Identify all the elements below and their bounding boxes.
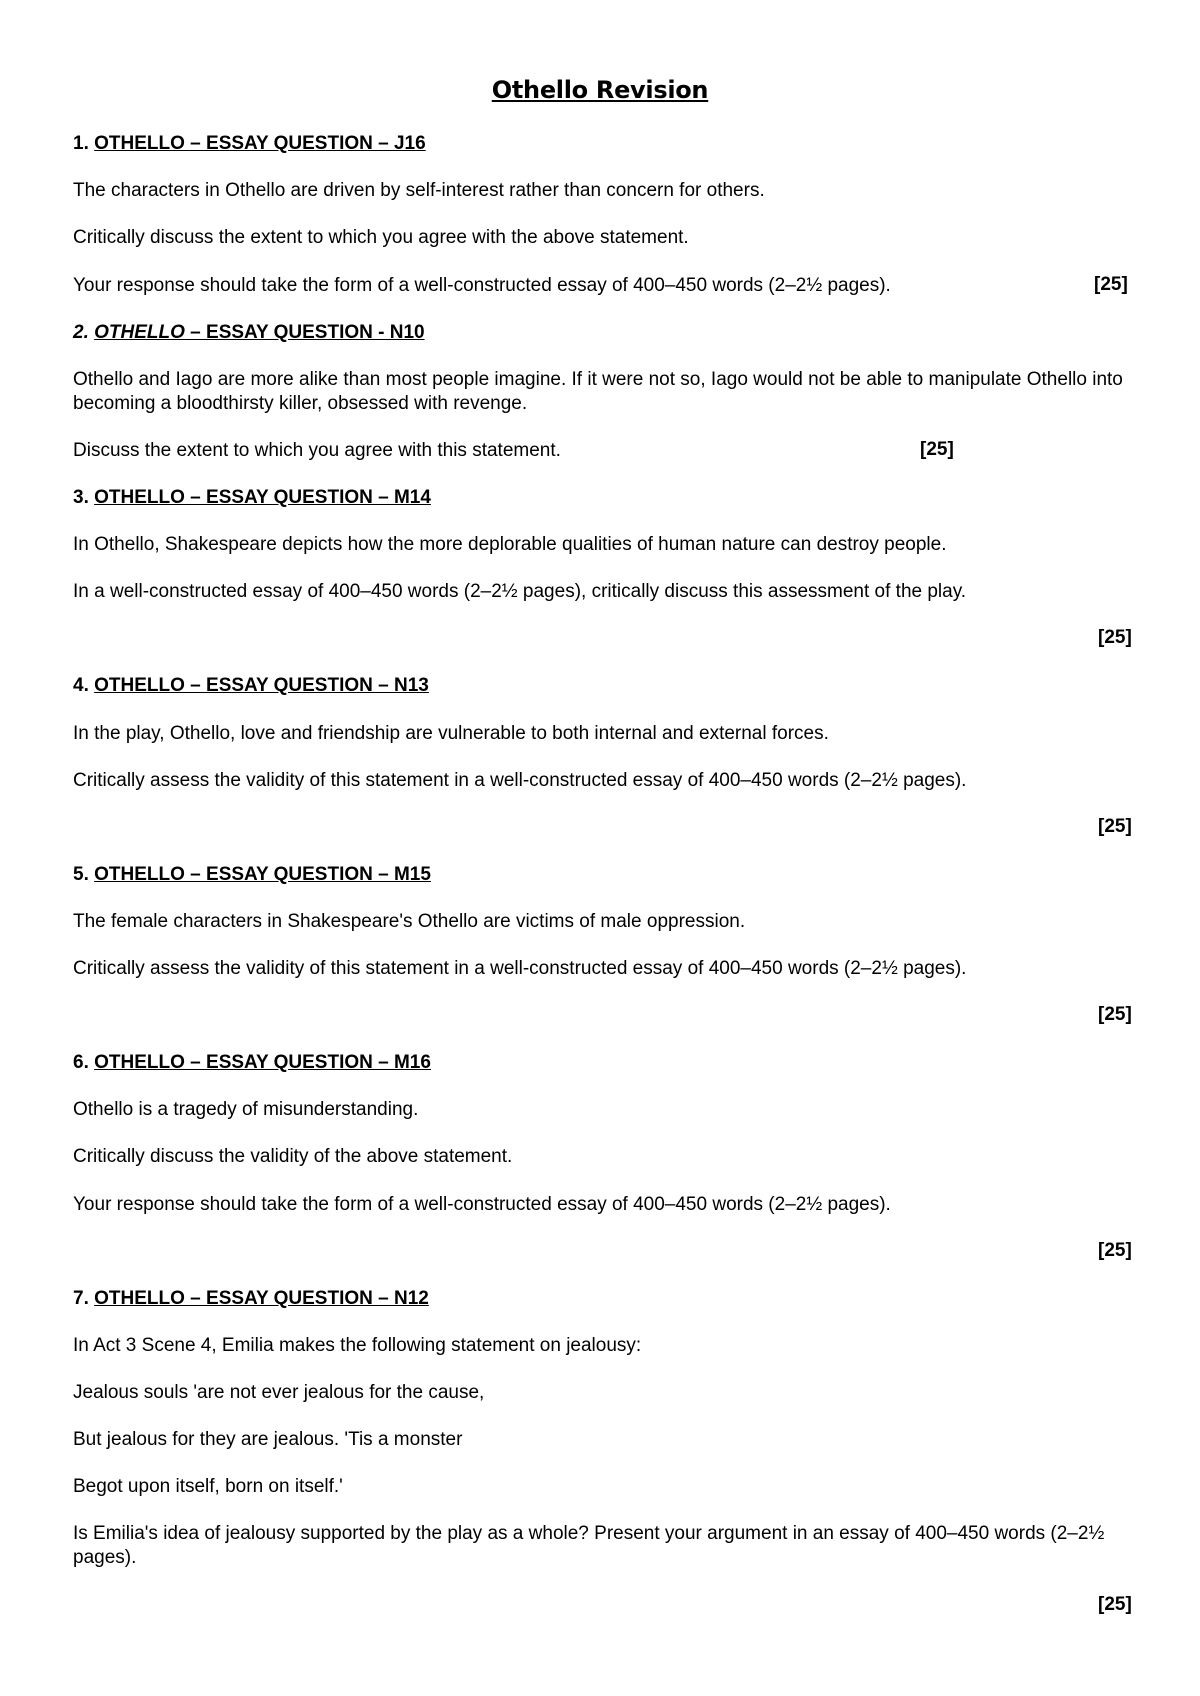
q2-heading [73, 321, 425, 345]
q5-paragraph-1: The female characters in Shakespeare's Othello are victims of male oppression. [73, 911, 746, 932]
q2-heading-rest: – ESSAY QUESTION - N10 [184, 322, 425, 343]
q4-number: 4. [73, 675, 95, 696]
q2-paragraph-2: Discuss the extent to which you agree with this statement. [73, 440, 561, 461]
q7-quote-line-2: But jealous for they are jealous. 'Tis a monster [73, 1429, 463, 1450]
q5-mark: [25] [1098, 1004, 1132, 1025]
q1-paragraph-3: Your response should take the form of a well-constructed essay of 400–450 words (2–2½ pages). [73, 275, 891, 296]
q7-number: 7. [73, 1288, 95, 1309]
q1-heading [73, 132, 426, 156]
q4-paragraph-1: In the play, Othello, love and friendship are vulnerable to both internal and external forces. [73, 723, 829, 744]
q1-heading-text: OTHELLO – ESSAY QUESTION – J16 [94, 133, 426, 154]
q4-mark: [25] [1098, 816, 1132, 837]
q1-paragraph-1: The characters in Othello are driven by self-interest rather than concern for others. [73, 180, 765, 201]
q7-quote-line-3: Begot upon itself, born on itself.' [73, 1476, 343, 1497]
q6-paragraph-3: Your response should take the form of a well-constructed essay of 400–450 words (2–2½ pages). [73, 1194, 891, 1215]
q2-number: 2. [73, 322, 95, 343]
q7-paragraph-2: Is Emilia's idea of jealousy supported by the play as a whole? Present your argument in an essay of 400–450 words (2–2½ pages). [73, 1523, 1105, 1568]
q6-heading-text: OTHELLO – ESSAY QUESTION – M16 [94, 1052, 431, 1073]
q6-heading [73, 1051, 431, 1075]
q1-paragraph-2: Critically discuss the extent to which you agree with the above statement. [73, 227, 689, 248]
q7-heading [73, 1287, 429, 1311]
q5-heading-text: OTHELLO – ESSAY QUESTION – M15 [94, 864, 431, 885]
q4-heading [73, 674, 429, 698]
q1-number: 1. [73, 133, 95, 154]
q2-mark: [25] [920, 439, 954, 460]
q5-paragraph-2: Critically assess the validity of this statement in a well-constructed essay of 400–450 words (2–2½ pages). [73, 958, 967, 979]
q7-quote-line-1: Jealous souls 'are not ever jealous for the cause, [73, 1382, 485, 1403]
q6-paragraph-1: Othello is a tragedy of misunderstanding. [73, 1099, 419, 1120]
q3-paragraph-2: In a well-constructed essay of 400–450 words (2–2½ pages), critically discuss this assessment of the play. [73, 581, 967, 602]
q7-heading-text: OTHELLO – ESSAY QUESTION – N12 [94, 1288, 429, 1309]
q7-mark: [25] [1098, 1594, 1132, 1615]
q1-mark: [25] [1094, 274, 1128, 295]
q7-paragraph-1: In Act 3 Scene 4, Emilia makes the following statement on jealousy: [73, 1335, 642, 1356]
q2-paragraph-1: Othello and Iago are more alike than most people imagine. If it were not so, Iago would not be able to manipulate Othello into becoming a bloodthirsty killer, obsessed with revenge. [73, 369, 1123, 414]
q5-number: 5. [73, 864, 95, 885]
document-title: Othello Revision [491, 76, 709, 104]
q6-paragraph-2: Critically discuss the validity of the above statement. [73, 1146, 513, 1167]
q3-heading [73, 486, 431, 510]
q5-heading [73, 863, 431, 887]
q4-paragraph-2: Critically assess the validity of this statement in a well-constructed essay of 400–450 words (2–2½ pages). [73, 770, 967, 791]
q4-heading-text: OTHELLO – ESSAY QUESTION – N13 [94, 675, 429, 696]
q3-number: 3. [73, 487, 95, 508]
q3-paragraph-1: In Othello, Shakespeare depicts how the more deplorable qualities of human nature can destroy people. [73, 534, 947, 555]
q2-heading-italic: OTHELLO [94, 322, 185, 343]
q3-heading-text: OTHELLO – ESSAY QUESTION – M14 [94, 487, 431, 508]
q6-number: 6. [73, 1052, 95, 1073]
q3-mark: [25] [1098, 627, 1132, 648]
q6-mark: [25] [1098, 1240, 1132, 1261]
